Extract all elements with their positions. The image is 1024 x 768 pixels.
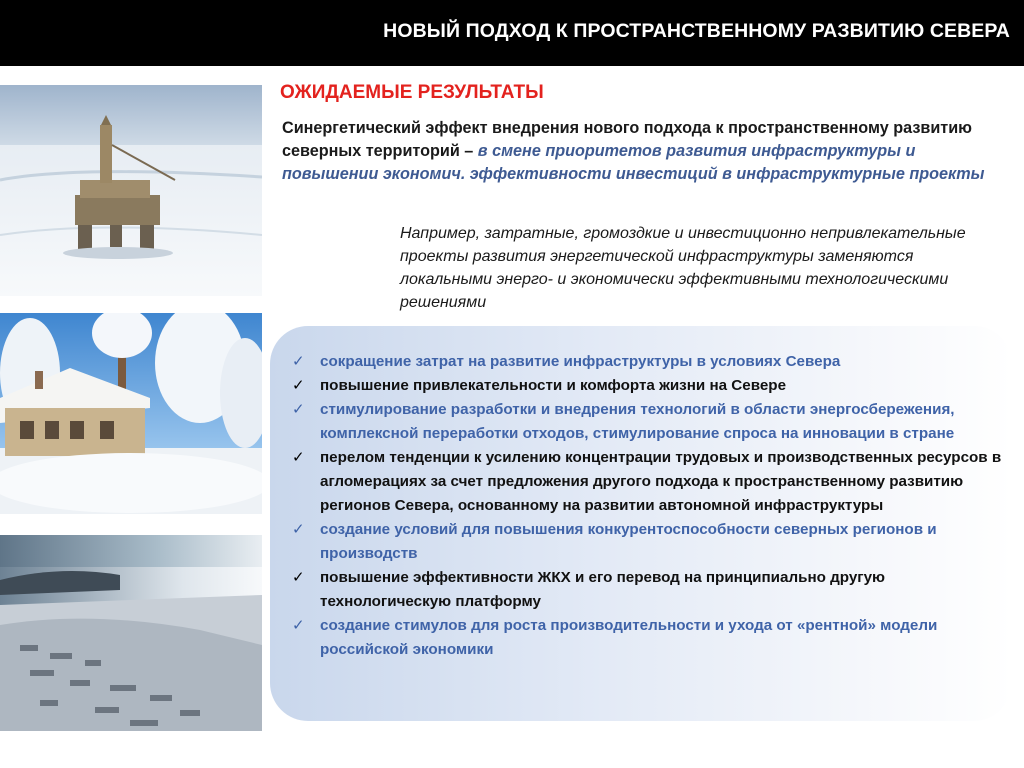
checkmark-icon: ✓ <box>292 569 305 586</box>
result-item <box>290 518 1010 566</box>
checkmark-icon: ✓ <box>292 377 305 394</box>
result-item-text: сокращение затрат на развитие инфраструктуры в условиях Севера <box>320 353 841 370</box>
checkmark-icon: ✓ <box>292 521 305 538</box>
checkmark-icon: ✓ <box>292 401 305 418</box>
checkmark-icon: ✓ <box>292 449 305 466</box>
intro-paragraph <box>282 117 1002 186</box>
result-item <box>290 614 1010 662</box>
snowy-house-photo <box>0 313 262 514</box>
result-item <box>290 398 1010 446</box>
result-item-text: создание стимулов для роста производительности и ухода от «рентной» модели российской экономики <box>320 617 938 658</box>
slide-title: НОВЫЙ ПОДХОД К ПРОСТРАНСТВЕННОМУ РАЗВИТИЮ СЕВЕРА <box>383 20 1010 42</box>
result-item <box>290 350 1010 374</box>
intro-highlight: в смене приоритетов развития инфраструктуры и повышении экономич. эффективности инвестиций в инфраструктурные проекты <box>282 142 985 183</box>
result-item-text: создание условий для повышения конкурентоспособности северных регионов и производств <box>320 521 937 562</box>
intro-text: Синергетический эффект внедрения нового подхода к пространственному развитию северных территорий – <box>282 119 972 160</box>
results-list <box>290 350 1010 662</box>
result-item-text: повышение привлекательности и комфорта жизни на Севере <box>320 377 787 394</box>
oil-platform-photo <box>0 85 262 296</box>
result-item <box>290 374 1010 398</box>
result-item <box>290 566 1010 614</box>
result-item-text: перелом тенденции к усилению концентрации трудовых и производственных ресурсов в агломерациях за счет предложения другого подхода к пространственному развитию регионов Севера, основанному на развитии автономной инфраструктуры <box>320 449 1002 514</box>
checkmark-icon: ✓ <box>292 617 305 634</box>
result-item <box>290 446 1010 518</box>
result-item-text: повышение эффективности ЖКХ и его перевод на принципиально другую технологическую платформу <box>320 569 886 610</box>
header-bar <box>0 0 1024 66</box>
checkmark-icon: ✓ <box>292 353 305 370</box>
northern-town-aerial-photo <box>0 535 262 731</box>
example-paragraph: Например, затратные, громоздкие и инвестиционно непривлекательные проекты развития энергетической инфраструктуры заменяются локальными энерго- и экономически эффективными технологическими решениями <box>400 225 966 311</box>
section-title: ОЖИДАЕМЫЕ РЕЗУЛЬТАТЫ <box>280 82 544 103</box>
result-item-text: стимулирование разработки и внедрения технологий в области энергосбережения, комплексной переработки отходов, стимулирование спроса на инновации в стране <box>320 401 955 442</box>
